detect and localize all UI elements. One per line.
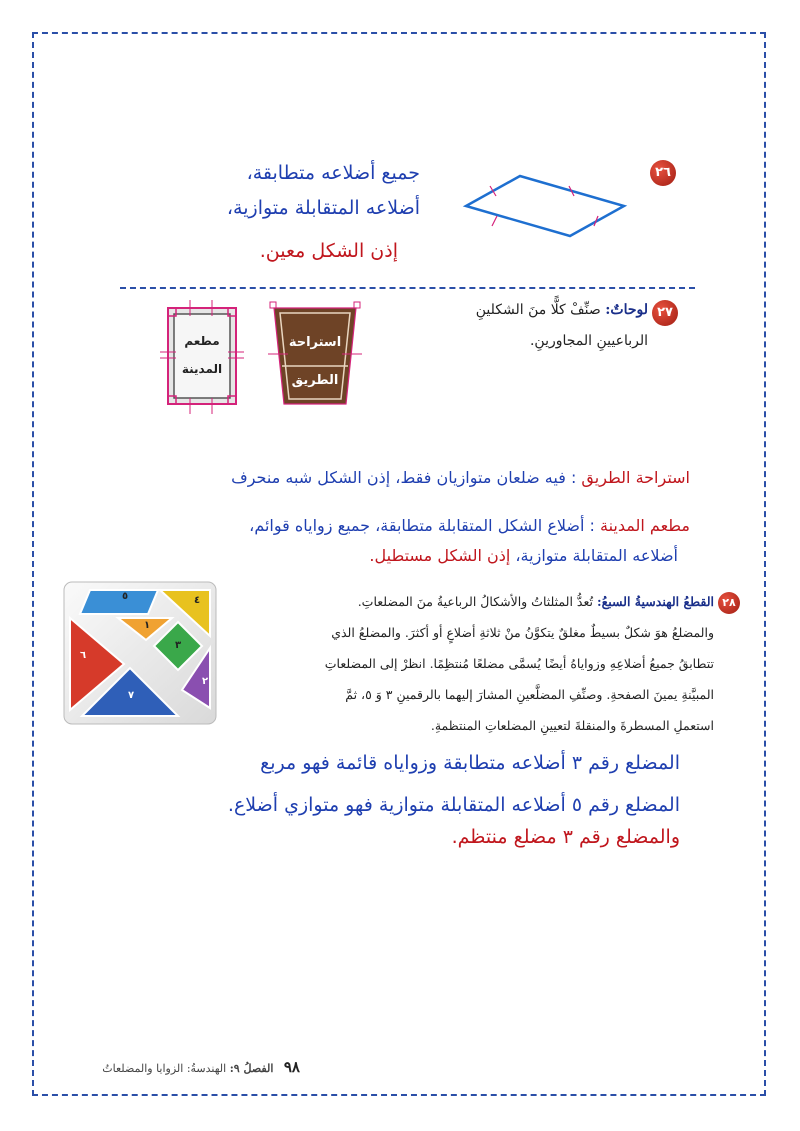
question-28-badge: ٢٨ [718, 592, 740, 614]
chapter-label: الفصلُ ٩: [229, 1062, 274, 1075]
q27-answer1-label: استراحة الطريق [581, 468, 690, 487]
q28-answer-line1: المضلع رقم ٣ أضلاعه متطابقة وزواياه قائمة فهو مربع [260, 752, 680, 774]
chapter-title: الهندسةُ: الزوايا والمضلعاتُ [102, 1062, 227, 1075]
rest-stop-sign-line2: الطريق [291, 373, 339, 388]
q27-prompt-line1 [380, 302, 648, 318]
q28-answer-line2: المضلع رقم ٥ أضلاعه المتقابلة متوازية فهو متوازي أضلاع. [227, 794, 680, 816]
q26-answer-line2: أضلاعه المتقابلة متوازية، [226, 197, 420, 219]
question-27-badge: ٢٧ [652, 300, 678, 326]
page-number: ٩٨ [283, 1058, 300, 1076]
q27-answer2-line2b: إذن الشكل مستطيل. [369, 546, 511, 565]
restaurant-sign [160, 300, 244, 414]
section-divider [120, 287, 695, 289]
tangram-label-2: ٢ [201, 676, 209, 687]
q27-answer2-line2a: أضلاعه المتقابلة متوازية، [515, 546, 678, 565]
tangram-label-6: ٦ [79, 650, 87, 661]
q28-line2: والمضلعُ هوَ شكلٌ بسيطٌ مغلقٌ يتكوَّنُ منْ ثلاثةِ أضلاعٍ أو أكثرَ. والمضلعُ الذي [331, 625, 714, 640]
q28-line1-text: تُعدُّ المثلثاتُ والأشكالُ الرباعيةُ منَ المضلعاتِ. [357, 594, 593, 609]
q26-answer-line3: إذن الشكل معين. [259, 240, 398, 262]
rhombus-figure [462, 172, 632, 252]
q28-answer-line3: والمضلع رقم ٣ مضلع منتظم. [451, 826, 680, 848]
question-26-badge: ٢٦ [650, 160, 676, 186]
q27-answer1 [150, 468, 690, 487]
q28-title: القطعُ الهندسيةُ السبعُ: [596, 594, 714, 609]
q28-line3: تتطابقُ جميعُ أضلاعِهِ وزواياهُ أيضًا يُسمَّى مضلعًا مُنتظِمًا. انظرْ إلى المضلعاتِ [324, 656, 714, 671]
q27-answer1-text: : فيه ضلعان متوازيان فقط، إذن الشكل شبه منحرف [231, 468, 577, 487]
tangram-label-3: ٣ [174, 640, 182, 651]
restaurant-sign-line2: المدينة [181, 362, 223, 376]
restaurant-sign-line1: مطعم [184, 334, 220, 348]
q27-answer2 [150, 516, 690, 535]
tangram-label-5: ٥ [121, 591, 129, 602]
rest-stop-sign-line1: استراحة [288, 335, 342, 350]
q27-answer2-line2 [250, 546, 678, 565]
page-footer [40, 1058, 300, 1076]
q27-prompt-line2: الرباعيينِ المجاورينِ. [529, 333, 648, 349]
q27-title: لوحاتٌ: [605, 302, 648, 318]
tangram-label-1: ١ [143, 620, 151, 631]
q28-line1 [226, 594, 714, 609]
tangram-label-7: ٧ [127, 690, 135, 701]
q28-line4: المبيَّنةِ يمينَ الصفحةِ. وصنِّفِ المضلَّعينِ المشارَ إليهما بالرقمينِ ٣ وَ ٥، ثمَّ [345, 687, 714, 702]
tangram-label-4: ٤ [193, 595, 201, 606]
q27-answer2-text: : أضلاع الشكل المتقابلة متطابقة، جميع زواياه قوائم، [249, 516, 595, 535]
q27-answer2-label: مطعم المدينة [600, 516, 690, 535]
q28-line5: استعملِ المسطرةَ والمنقلةَ لتعيينِ المضلعاتِ المنتظمةِ. [430, 718, 714, 733]
q27-prompt-text: صنِّفْ كلًّا منَ الشكلينِ [475, 302, 601, 318]
rest-stop-sign [268, 300, 362, 414]
q26-answer-line1: جميع أضلاعه متطابقة، [246, 162, 420, 184]
